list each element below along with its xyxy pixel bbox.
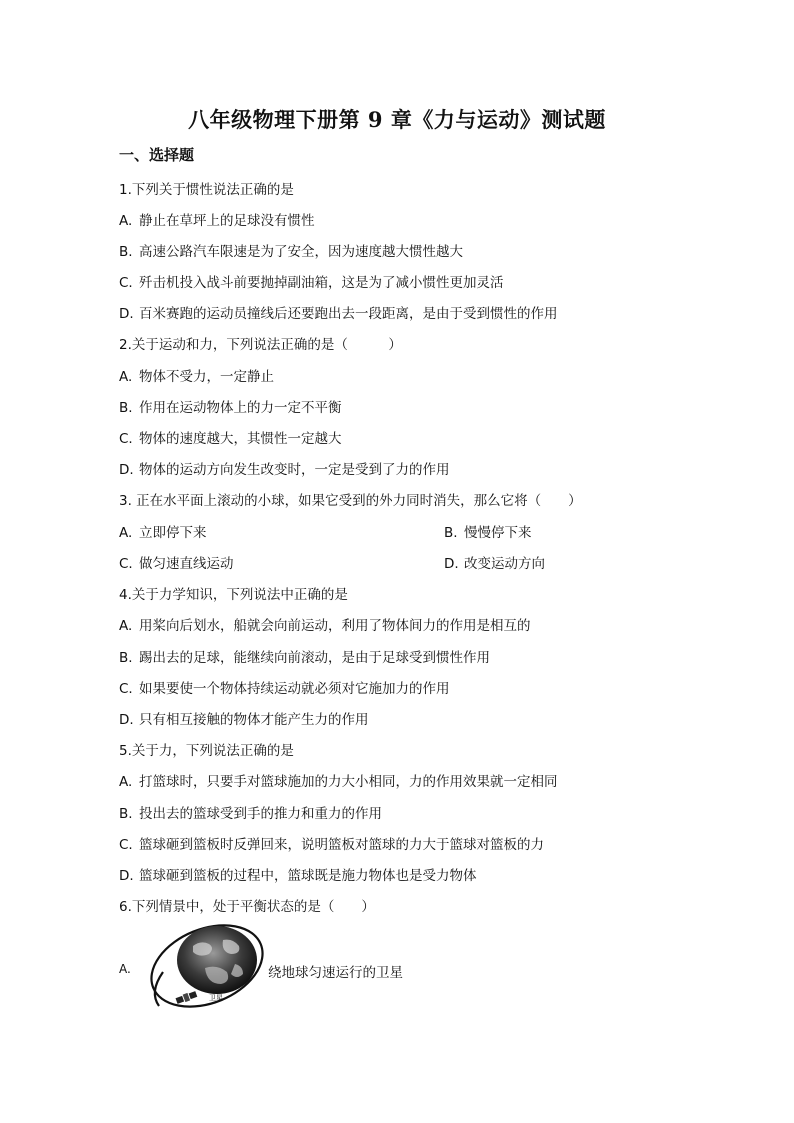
question-6-stem: 6.下列情景中，处于平衡状态的是（ ） <box>119 899 375 915</box>
question-5-option-d: D. 篮球砸到篮板的过程中，篮球既是施力物体也是受力物体 <box>119 868 477 884</box>
question-6-option-a-text: 绕地球匀速运行的卫星 <box>268 965 403 981</box>
question-3-option-a: A. 立即停下来 <box>119 525 207 541</box>
question-4-option-c: C. 如果要使一个物体持续运动就必须对它施加力的作用 <box>119 681 450 697</box>
section-heading: 一、选择题 <box>119 146 195 164</box>
question-4-stem: 4.关于力学知识，下列说法中正确的是 <box>119 587 348 603</box>
question-3-option-d: D. 改变运动方向 <box>444 556 545 572</box>
earth-satellite-figure <box>145 922 265 1014</box>
question-4-option-d: D. 只有相互接触的物体才能产生力的作用 <box>119 712 369 728</box>
page-title: 八年级物理下册第 9 章《力与运动》测试题 <box>188 107 606 132</box>
question-1-option-d: D. 百米赛跑的运动员撞线后还要跑出去一段距离，是由于受到惯性的作用 <box>119 306 558 322</box>
question-3-stem: 3. 正在水平面上滚动的小球，如果它受到的外力同时消失，那么它将（ ） <box>119 493 582 509</box>
satellite-icon <box>175 990 197 1005</box>
question-2-option-b: B. 作用在运动物体上的力一定不平衡 <box>119 400 342 416</box>
question-4-option-a: A. 用桨向后划水，船就会向前运动，利用了物体间力的作用是相互的 <box>119 618 531 634</box>
satellite-label: 卫星 <box>209 994 223 1002</box>
question-1-option-c: C. 歼击机投入战斗前要抛掉副油箱，这是为了减小惯性更加灵活 <box>119 275 504 291</box>
question-3-option-c: C. 做匀速直线运动 <box>119 556 234 572</box>
question-5-option-a: A. 打篮球时，只要手对篮球施加的力大小相同，力的作用效果就一定相同 <box>119 774 558 790</box>
question-3-option-b: B. 慢慢停下来 <box>444 525 532 541</box>
question-5-option-c: C. 篮球砸到篮板时反弹回来，说明篮板对篮球的力大于篮球对篮板的力 <box>119 837 544 853</box>
question-2-option-d: D. 物体的运动方向发生改变时，一定是受到了力的作用 <box>119 462 450 478</box>
question-4-option-b: B. 踢出去的足球，能继续向前滚动，是由于足球受到惯性作用 <box>119 650 490 666</box>
earth-icon <box>177 926 257 994</box>
question-2-option-a: A. 物体不受力，一定静止 <box>119 369 274 385</box>
question-5-stem: 5.关于力，下列说法正确的是 <box>119 743 294 759</box>
question-1-stem: 1.下列关于惯性说法正确的是 <box>119 182 294 198</box>
question-2-stem: 2.关于运动和力，下列说法正确的是（ ） <box>119 337 402 353</box>
question-6-option-a-label: A. <box>119 962 131 976</box>
question-1-option-a: A. 静止在草坪上的足球没有惯性 <box>119 213 315 229</box>
question-1-option-b: B. 高速公路汽车限速是为了安全，因为速度越大惯性越大 <box>119 244 463 260</box>
question-2-option-c: C. 物体的速度越大，其惯性一定越大 <box>119 431 342 447</box>
question-5-option-b: B. 投出去的篮球受到手的推力和重力的作用 <box>119 806 382 822</box>
